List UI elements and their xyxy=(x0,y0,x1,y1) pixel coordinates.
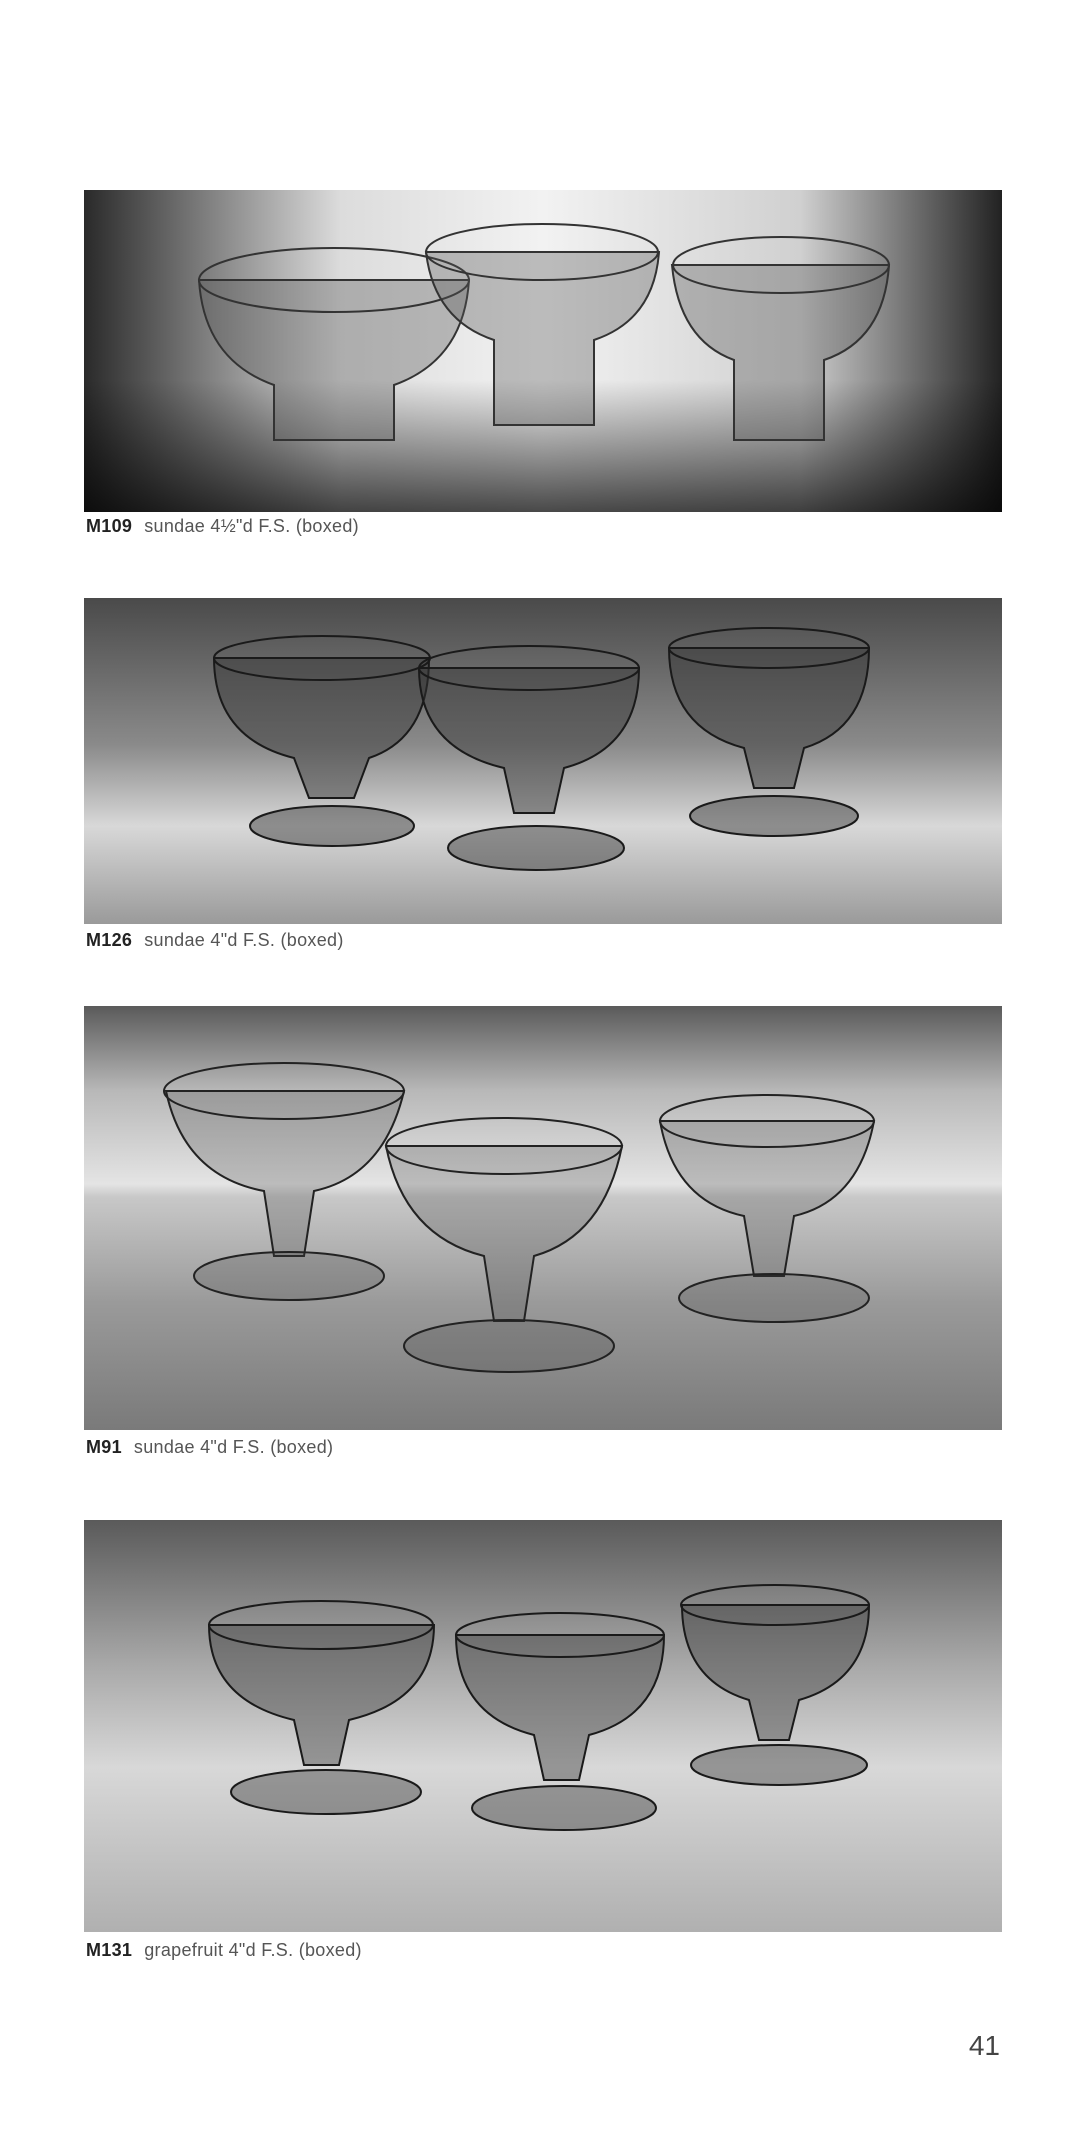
product-description: grapefruit 4"d F.S. (boxed) xyxy=(144,1940,362,1960)
product-photo-m91 xyxy=(84,1006,1002,1430)
product-code: M109 xyxy=(86,516,133,536)
product-code: M131 xyxy=(86,1940,133,1960)
product-photo-m109 xyxy=(84,190,1002,512)
product-code: M126 xyxy=(86,930,133,950)
product-caption-m126 xyxy=(86,930,344,951)
product-description: sundae 4"d F.S. (boxed) xyxy=(144,930,344,950)
product-description: sundae 4"d F.S. (boxed) xyxy=(133,1437,334,1457)
product-code: M91 xyxy=(86,1437,122,1457)
product-caption-m109 xyxy=(86,516,359,537)
product-photo-m131 xyxy=(84,1520,1002,1932)
product-caption-m91 xyxy=(86,1437,333,1458)
product-photo-m126 xyxy=(84,598,1002,924)
product-caption-m131 xyxy=(86,1940,362,1961)
page-number: 41 xyxy=(968,2030,1000,2061)
product-description: sundae 4½"d F.S. (boxed) xyxy=(144,516,359,536)
